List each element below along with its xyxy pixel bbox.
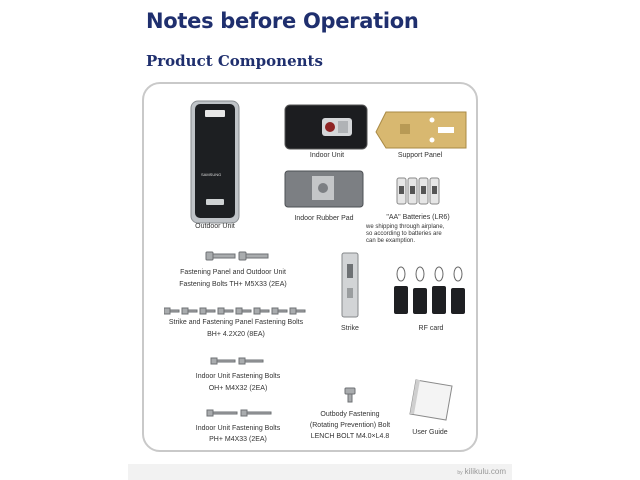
oh-bolts-label-1: Indoor Unit Fastening Bolts: [195, 373, 281, 380]
outdoor-unit-label: Outdoor Unit: [195, 223, 235, 230]
outdoor-unit-image: [190, 100, 240, 224]
footer-by: by: [457, 470, 463, 476]
outbody-label-1: Outbody Fastening: [320, 411, 380, 418]
support-panel-image: [372, 110, 468, 152]
ph-bolts-label-2: PH+ M4X33 (2EA): [209, 436, 267, 443]
batteries-note-3: can be examption.: [366, 238, 416, 244]
outdoor-unit-brand: SAMSUNG: [201, 172, 222, 177]
footer-credit[interactable]: [457, 467, 506, 476]
section-title: Product Components: [146, 52, 323, 70]
footer-bar: [128, 464, 512, 480]
support-panel-label: Support Panel: [397, 152, 443, 159]
page-title: Notes before Operation: [146, 9, 419, 33]
batteries-image: [396, 176, 440, 206]
batteries-note-2: so according to batteries are: [366, 231, 442, 237]
ph-bolts-image: [206, 407, 272, 419]
th-bolts-label-2: Fastening Bolts TH+ M5X33 (2EA): [179, 281, 287, 288]
bh-bolts-label-2: BH+ 4.2X20 (8EA): [207, 331, 265, 338]
indoor-unit-image: [284, 104, 368, 150]
th-bolts-label-1: Fastening Panel and Outdoor Unit: [180, 269, 286, 276]
bh-bolts-label-1: Strike and Fastening Panel Fastening Bolts: [168, 319, 304, 326]
outbody-label-3: LENCH BOLT M4.0×L4.8: [310, 433, 390, 440]
strike-image: [340, 252, 360, 318]
indoor-unit-label: Indoor Unit: [309, 152, 345, 159]
batteries-note-1: we shipping through airplane,: [366, 224, 445, 230]
th-bolts-image: [205, 250, 271, 262]
indoor-rubber-pad-image: [284, 170, 364, 208]
footer-site[interactable]: kilikulu.com: [464, 467, 506, 476]
rf-card-label: RF card: [418, 325, 444, 332]
ph-bolts-label-1: Indoor Unit Fastening Bolts: [195, 425, 281, 432]
indoor-rubber-pad-label: Indoor Rubber Pad: [294, 215, 354, 222]
oh-bolts-image: [210, 356, 266, 366]
outbody-label-2: (Rotating Prevention) Bolt: [309, 422, 391, 429]
rf-card-image: [392, 266, 470, 316]
batteries-label: "AA" Batteries (LR6): [386, 214, 450, 221]
oh-bolts-label-2: OH+ M4X32 (2EA): [208, 385, 268, 392]
strike-label: Strike: [341, 325, 359, 332]
user-guide-label: User Guide: [412, 429, 448, 436]
user-guide-image: [408, 378, 454, 422]
bh-bolts-image: [164, 306, 308, 316]
outbody-bolt-image: [342, 387, 358, 403]
